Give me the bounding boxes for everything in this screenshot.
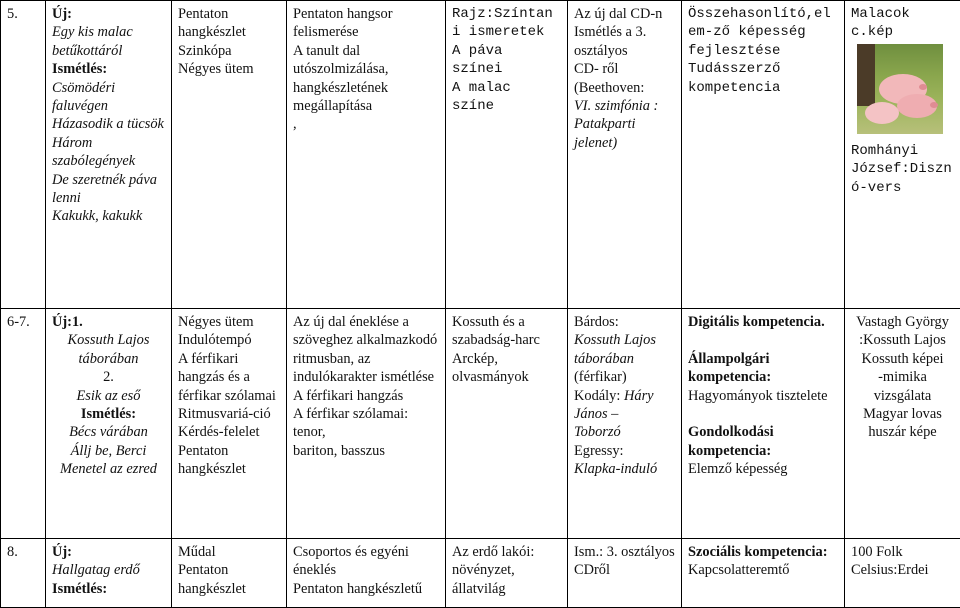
pigs-picture [857, 44, 943, 134]
lesson-number: 6-7. [1, 309, 46, 539]
music-concepts: Négyes ütem Indulótempó A férfikari hangzás és a férfikar szólamai Ritmusvariá-ció Kérdés-felelet Pentaton hangkészlet [172, 309, 287, 539]
skills-development: Az új dal éneklése a szöveghez alkalmazkodó ritmusban, az indulókarakter ismétlése A férfikari hangzás A férfikar szólamai: tenor, bariton, basszus [287, 309, 446, 539]
table-row [1, 309, 960, 539]
cross-curricular: Kossuth és a szabadság-harc Arckép, olvasmányok [446, 309, 568, 539]
competencies: Digitális kompetencia. Állampolgári kompetencia: Hagyományok tisztelete Gondolkodási kompetencia: Elemző képesség [682, 309, 845, 539]
music-concepts: Pentaton hangkészlet Szinkópa Négyes ütem [172, 1, 287, 309]
lesson-number: 8. [1, 539, 46, 608]
cross-curricular: Az erdő lakói: növényzet, állatvilág [446, 539, 568, 608]
music-concepts: Műdal Pentaton hangkészlet [172, 539, 287, 608]
tools-resources: 100 Folk Celsius:Erdei [845, 539, 960, 608]
lesson-songs: Új: Egy kis malac betűkottáról Ismétlés: Csömödéri faluvégen Házasodik a tücsök Három szabólegények De szeretnék páva lenni Kakukk, kakukk [46, 1, 172, 309]
listening-material: Bárdos: Kossuth Lajos táborában (férfikar) Kodály: Háry János – Toborzó Egressy: Klapka-induló [568, 309, 682, 539]
lesson-songs: Új:1. Kossuth Lajos táborában 2. Esik az eső Ismétlés: Bécs várában Állj be, Berci Menetel az ezred [46, 309, 172, 539]
tools-resources: Malacok c.kép Romhányi József:Disznó-vers [845, 1, 960, 309]
table-row [1, 1, 960, 309]
lesson-songs: Új: Hallgatag erdő Ismétlés: [46, 539, 172, 608]
skills-development: Pentaton hangsor felismerése A tanult dal utószolmizálása, hangkészletének megállapítása , [287, 1, 446, 309]
table-row [1, 539, 960, 608]
skills-development: Csoportos és egyéni éneklés Pentaton hangkészletű [287, 539, 446, 608]
listening-material: Ism.: 3. osztályos CDről [568, 539, 682, 608]
listening-material: Az új dal CD-n Ismétlés a 3. osztályos CD- ről (Beethoven: VI. szimfónia : Patakparti jelenet) [568, 1, 682, 309]
competencies: Összehasonlító,elem-ző képesség fejlesztése Tudásszerző kompetencia [682, 1, 845, 309]
competencies: Szociális kompetencia: Kapcsolatteremtő [682, 539, 845, 608]
cross-curricular: Rajz:Színtani ismeretek A páva színei A malac színe [446, 1, 568, 309]
image-caption: Malacok c.kép [851, 5, 954, 42]
tools-resources: Vastagh György :Kossuth Lajos Kossuth képei -mimika vizsgálata Magyar lovas huszár képe [845, 309, 960, 539]
lesson-number: 5. [1, 1, 46, 309]
